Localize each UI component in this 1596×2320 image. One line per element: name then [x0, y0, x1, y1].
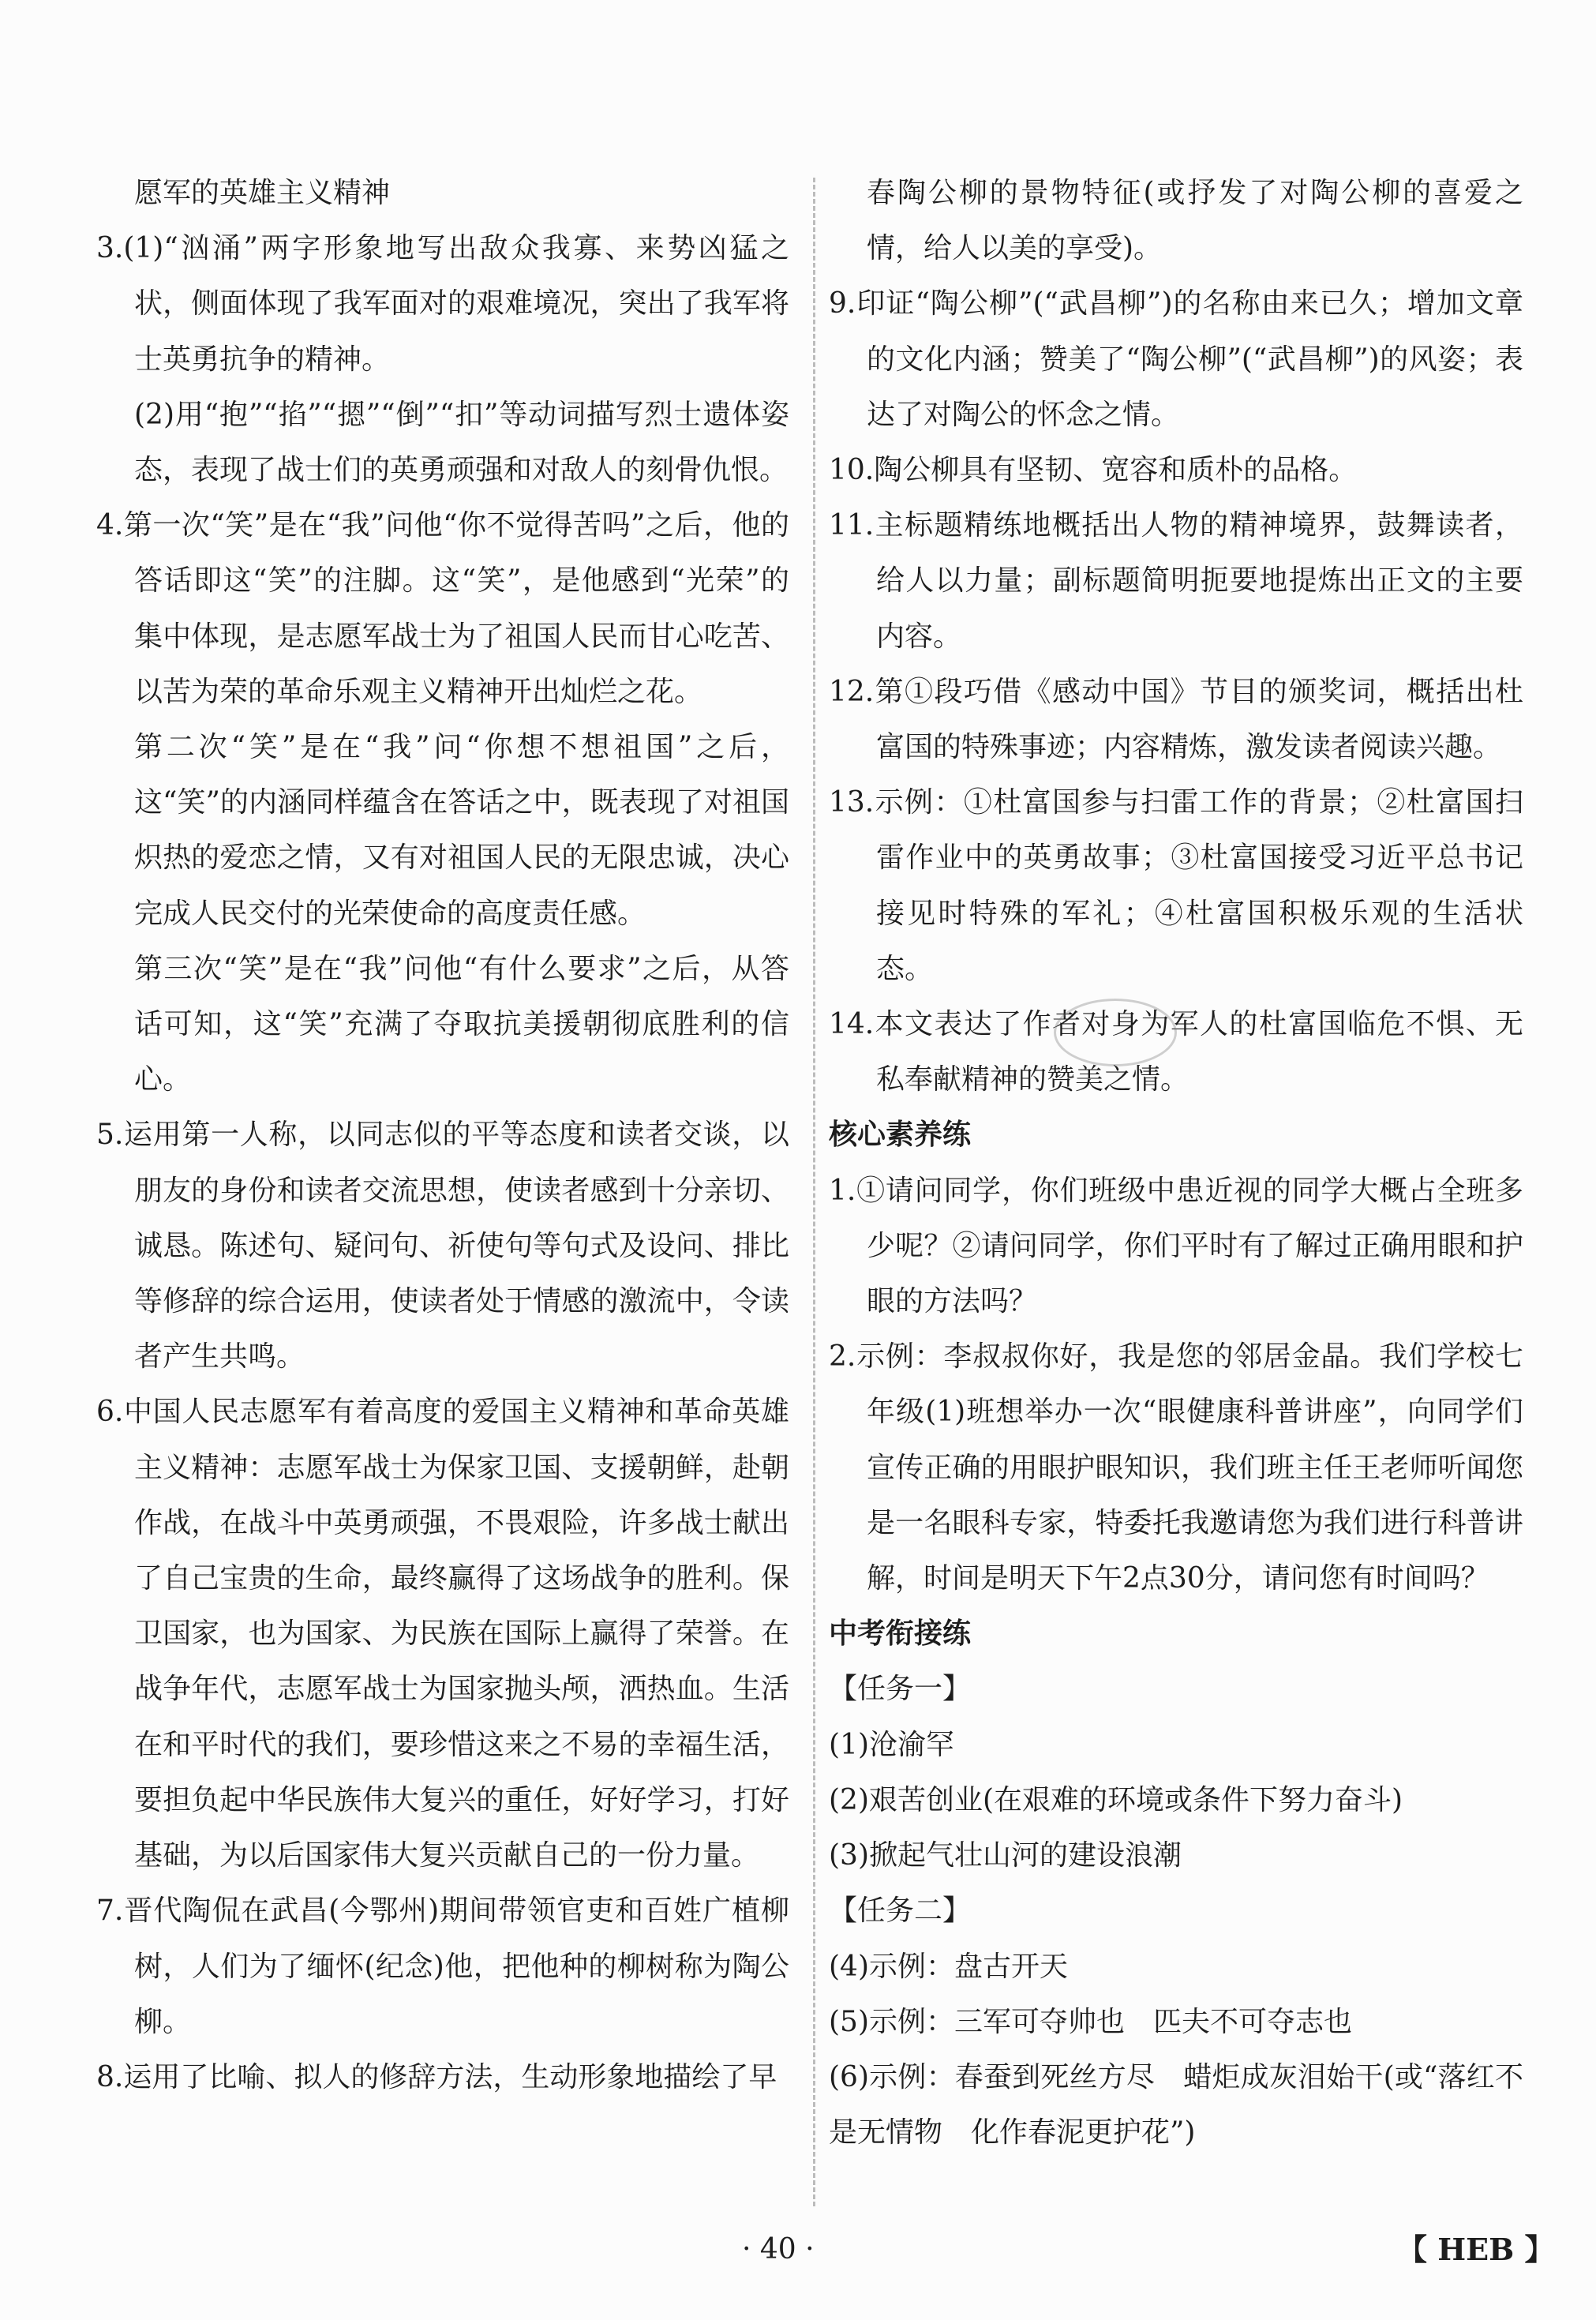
answer-line: 2.示例：李叔叔你好，我是您的邻居金晶。我们学校七年级(1)班想举办一次“眼健康科普讲座”，向同学们宣传正确的用眼护眼知识，我们班主任王老师听闻您是一名眼科专家，特委托我邀请您为我们进行科普讲解，时间是明天下午2点30分，请问您有时间吗？ — [829, 1340, 1523, 1595]
page-number: · 40 · — [742, 2233, 815, 2266]
left-column — [96, 166, 789, 2105]
right-column — [829, 166, 1523, 2161]
answer-line: 10.陶公柳具有坚韧、宽容和质朴的品格。 — [829, 454, 1358, 487]
answer-line: 8.运用了比喻、拟人的修辞方法，生动形象地描绘了早 — [96, 2060, 777, 2093]
answer-line: 【任务二】 — [829, 1895, 972, 1928]
answer-line: (1)沧渝罕 — [829, 1728, 954, 1761]
answer-line: 1.①请问同学，你们班级中患近视的同学大概占全班多少呢？②请问同学，你们平时有了解过正确用眼和护眼的方法吗？ — [829, 1174, 1523, 1318]
answer-line: (6)示例：春蚕到死丝方尽 蜡炬成灰泪始干(或“落红不是无情物 化作春泥更护花”) — [829, 2060, 1523, 2149]
answer-line: 11.主标题精练地概括出人物的精神境界，鼓舞读者，给人以力量；副标题简明扼要地提炼出正文的主要内容。 — [829, 509, 1523, 653]
answer-line: (4)示例：盘古开天 — [829, 1950, 1068, 1983]
answer-line: (5)示例：三军可夺帅也 匹夫不可夺志也 — [829, 2005, 1352, 2038]
answer-line: 9.印证“陶公柳”(“武昌柳”)的名称由来已久；增加文章的文化内涵；赞美了“陶公柳”(“武昌柳”)的风姿；表达了对陶公的怀念之情。 — [829, 287, 1523, 431]
answer-line: 4.第一次“笑”是在“我”问他“你不觉得苦吗”之后，他的答话即这“笑”的注脚。这“笑”，是他感到“光荣”的集中体现，是志愿军战士为了祖国人民而甘心吃苦、以苦为荣的革命乐观主义精神开出灿烂之花。 — [96, 509, 789, 708]
answer-line: 第二次“笑”是在“我”问“你想不想祖国”之后，这“笑”的内涵同样蕴含在答话之中，既表现了对祖国炽热的爱恋之情，又有对祖国人民的无限忠诚，决心完成人民交付的光荣使命的高度责任感。 — [134, 731, 789, 930]
answer-line: 12.第①段巧借《感动中国》节目的颁奖词，概括出杜富国的特殊事迹；内容精炼，激发读者阅读兴趣。 — [829, 675, 1523, 764]
edition-badge: 【 HEB 】 — [1397, 2232, 1555, 2267]
answer-line: (2)用“抱”“掐”“摁”“倒”“扣”等动词描写烈士遗体姿态，表现了战士们的英勇顽强和对敌人的刻骨仇恨。 — [134, 398, 789, 487]
column-divider — [813, 178, 815, 2206]
answer-line: (3)掀起气壮山河的建设浪潮 — [829, 1839, 1182, 1872]
answer-line: 【任务一】 — [829, 1673, 972, 1706]
answer-line: 5.运用第一人称，以同志似的平等态度和读者交谈，以朋友的身份和读者交流思想，使读者感到十分亲切、诚恳。陈述句、疑问句、祈使句等句式及设问、排比等修辞的综合运用，使读者处于情感的激流中，令读者产生共鸣。 — [96, 1119, 789, 1374]
answer-line: (2)艰苦创业(在艰难的环境或条件下努力奋斗) — [829, 1783, 1403, 1816]
answer-line: 14.本文表达了作者对身为军人的杜富国临危不惧、无私奉献精神的赞美之情。 — [829, 1008, 1523, 1096]
section-heading: 核心素养练 — [829, 1119, 972, 1152]
answer-line: 春陶公柳的景物特征(或抒发了对陶公柳的喜爱之情，给人以美的享受)。 — [867, 177, 1523, 265]
answer-line: 第三次“笑”是在“我”问他“有什么要求”之后，从答话可知，这“笑”充满了夺取抗美援朝彻底胜利的信心。 — [134, 952, 789, 1096]
answer-line: 6.中国人民志愿军有着高度的爱国主义精神和革命英雄主义精神：志愿军战士为保家卫国、支援朝鲜，赴朝作战，在战斗中英勇顽强，不畏艰险，许多战士献出了自己宝贵的生命，最终赢得了这场战争的胜利。保卫国家，也为国家、为民族在国际上赢得了荣誉。在战争年代，志愿军战士为国家抛头颅，洒热血。生活在和平时代的我们，要珍惜这来之不易的幸福生活，要担负起中华民族伟大复兴的重任，好好学习，打好基础，为以后国家伟大复兴贡献自己的一份力量。 — [96, 1396, 789, 1872]
answer-line: 13.示例：①杜富国参与扫雷工作的背景；②杜富国扫雷作业中的英勇故事；③杜富国接受习近平总书记接见时特殊的军礼；④杜富国积极乐观的生活状态。 — [829, 786, 1523, 985]
answer-line: 7.晋代陶侃在武昌(今鄂州)期间带领官吏和百姓广植柳树，人们为了缅怀(纪念)他，把他种的柳树称为陶公柳。 — [96, 1895, 789, 2038]
section-heading: 中考衔接练 — [829, 1617, 972, 1651]
faint-stamp — [1054, 999, 1177, 1066]
answer-line: 愿军的英雄主义精神 — [134, 177, 391, 209]
answer-line: 3.(1)“汹涌”两字形象地写出敌众我寡、来势凶猛之状，侧面体现了我军面对的艰难境况，突出了我军将士英勇抗争的精神。 — [96, 232, 789, 376]
